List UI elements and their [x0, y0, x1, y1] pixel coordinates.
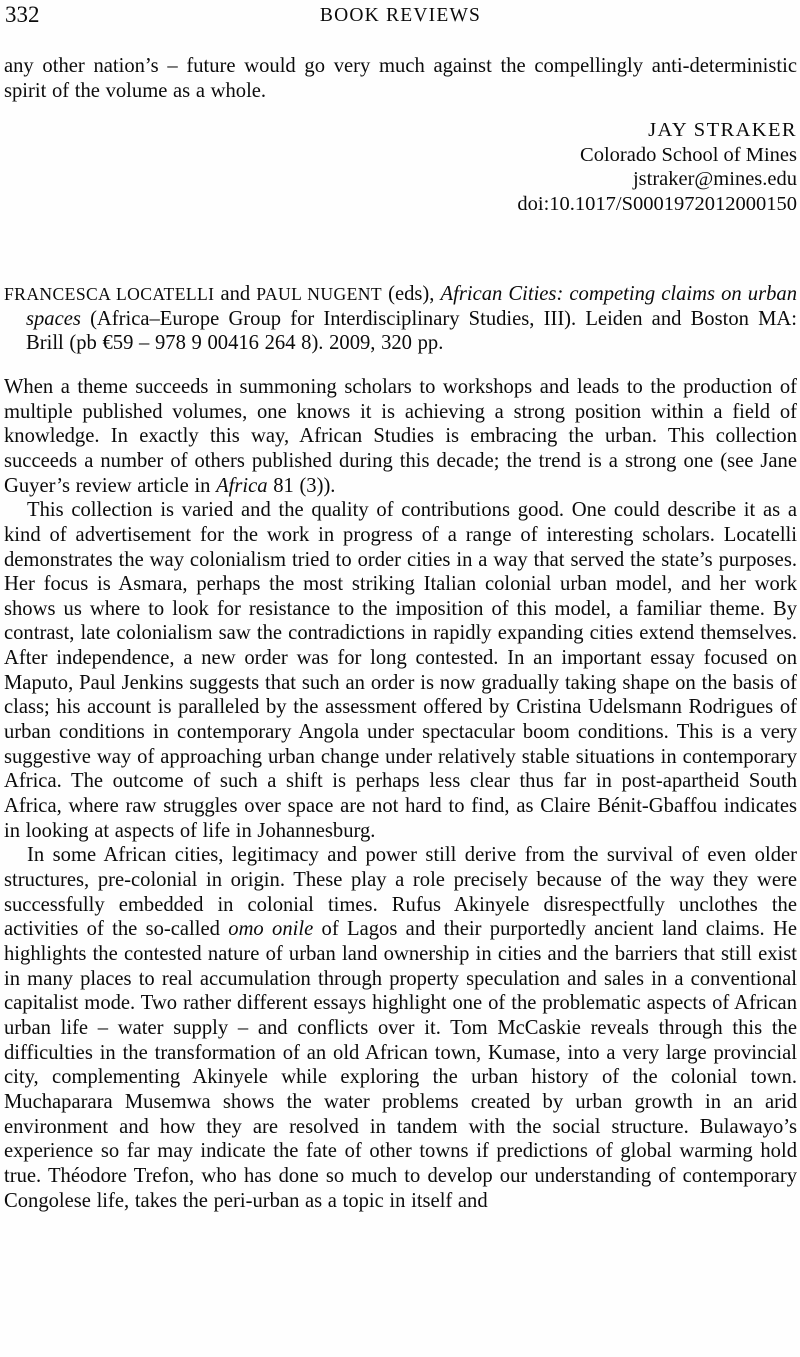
citation-book-title: African Cities: competing claims on urban spaces	[26, 282, 797, 330]
previous-review-closing-paragraph: any other nation’s – future would go very much against the compellingly anti-deterministic spirit of the volume as a whole.	[4, 55, 797, 102]
review-paragraph-2: This collection is varied and the quality of contributions good. One could describe it as a kind of advertisement for the work in progress of a range of interesting scholars. Locatelli demonstrates the way colonialism tried to order cities in a way that served the state’s purposes. Her focus is Asmara, perhaps the most striking Italian colonial urban model, and her work shows us where to look for resistance to the imposition of this model, a familiar theme. By contrast, late colonialism saw the contradictions in rapidly expanding cities extend themselves. After independence, a new order was for long contested. In an important essay focused on Maputo, Paul Jenkins suggests that such an order is now gradually taking shape on the basis of class; his account is paralleled by the assessment offered by Cristina Udelsmann Rodrigues of urban conditions in contemporary Angola under spectacular boom conditions. This is a very suggestive way of approaching urban change under relatively stable situations in contemporary Africa. The outcome of such a shift is perhaps less clear thus far in post-apartheid South Africa, where raw struggles over space are not hard to find, as Claire Bénit-Gbaffou indicates in looking at aspects of life in Johannesburg.	[4, 499, 797, 842]
term-omo-onile: omo onile	[228, 918, 314, 941]
review-paragraph-3-text: In some African cities, legitimacy and power still derive from the survival of even older structures, pre-colonial in origin. These play a role precisely because of the way they were successfully embedded in colonial times. Rufus Akinyele disrespectfully unclothes the activities of the so-called	[4, 844, 797, 941]
review-paragraph-1	[4, 375, 797, 498]
citation-eds-label: (eds),	[382, 282, 441, 305]
citation-editor-1: FRANCESCA LOCATELLI	[4, 283, 215, 304]
review-paragraph-3-end: of Lagos and their purportedly ancient land claims. He highlights the contested nature of urban land ownership in cities and the barriers that still exist in many places to real accumulation through property speculation and sales in a conventional capitalist mode. Two rather different essays highlight one of the problematic aspects of African urban life – water supply – and conflicts over it. Tom McCaskie reveals through this the difficulties in the transformation of an old African town, Kumase, into a very large provincial city, complementing Akinyele while exploring the urban history of the colonial town. Muchaparara Musemwa shows the water problems created by urban growth in an arid environment and how they are resolved in tandem with the social structure. Bulawayo’s experience so far may indicate the fate of other towns if predictions of global warming hold true. Théodore Trefon, who has done so much to develop our understanding of contemporary Congolese life, takes the peri-urban as a topic in itself and	[4, 918, 797, 1212]
book-citation	[4, 282, 797, 356]
running-head: BOOK REVIEWS	[319, 5, 482, 26]
citation-publication-info: (Africa–Europe Group for Interdisciplinary Studies, III). Leiden and Boston MA: Brill (pb €59 – 978 9 00416 264 8). 2009, 320 pp.	[26, 307, 797, 355]
reviewer-affiliation: Colorado School of Mines	[580, 143, 797, 166]
page-number: 332	[5, 2, 40, 27]
journal-title-africa: Africa	[216, 474, 268, 497]
review-paragraph-1-end: 81 (3)).	[267, 474, 336, 497]
review-paragraph-1-text: When a theme succeeds in summoning scholars to workshops and leads to the production of multiple published volumes, one knows it is achieving a strong position within a field of knowledge. In exactly this way, African Studies is embracing the urban. This collection succeeds a number of others published during this decade; the trend is a strong one (see Jane Guyer’s review article in	[4, 375, 797, 497]
reviewer-name: JAY STRAKER	[648, 119, 797, 142]
review-paragraph-3	[4, 843, 797, 1213]
page-header	[4, 2, 797, 29]
reviewer-signature-block	[4, 118, 797, 216]
reviewer-email: jstraker@mines.edu	[632, 168, 797, 191]
citation-editor-2: PAUL NUGENT	[256, 283, 383, 304]
citation-and: and	[214, 282, 257, 305]
article-doi: doi:10.1017/S0001972012000150	[517, 192, 797, 215]
